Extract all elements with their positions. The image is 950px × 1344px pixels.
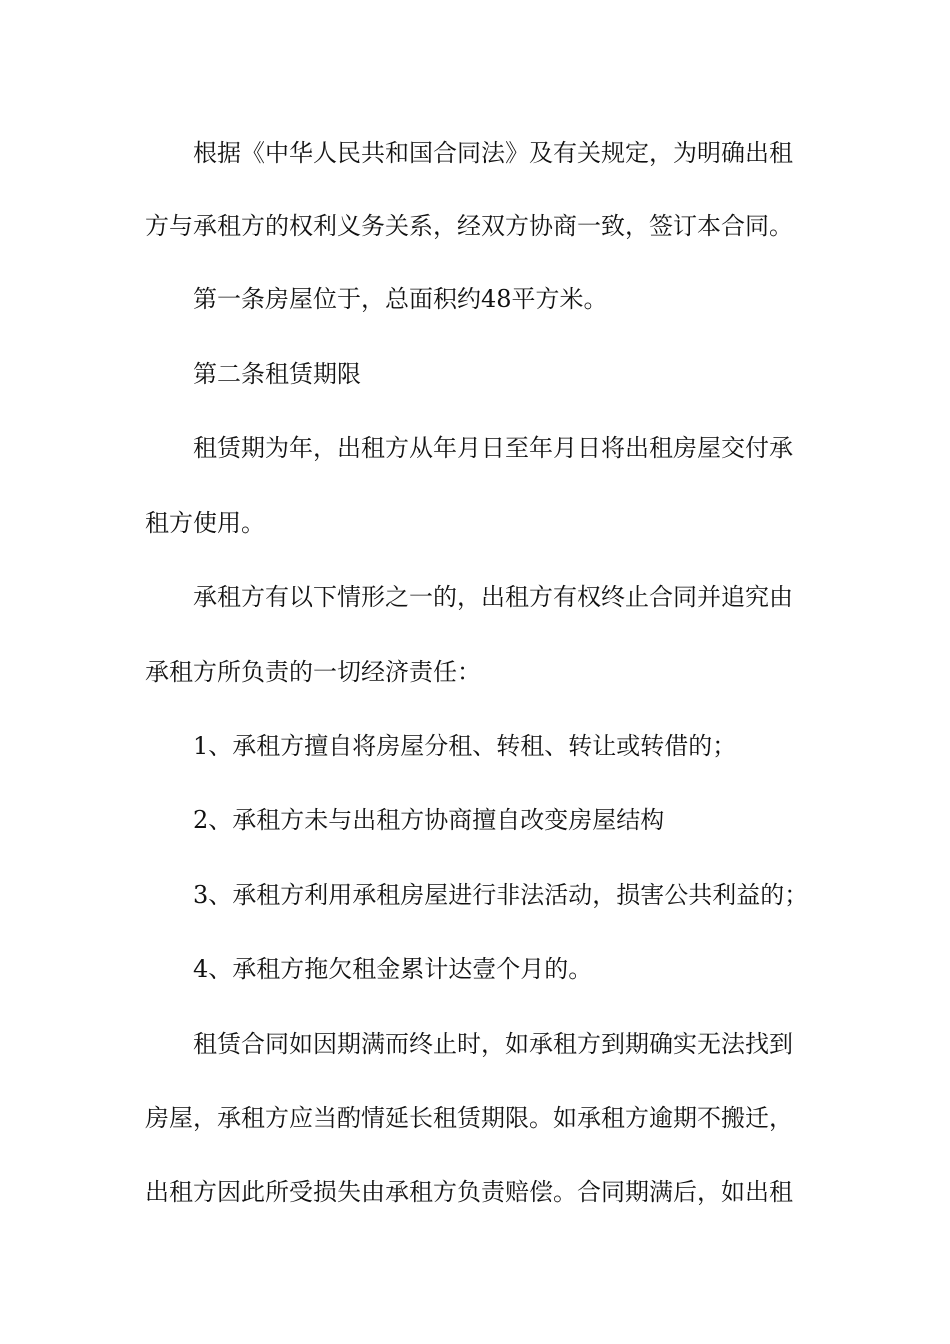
list-item: 2、承租方未与出租方协商擅自改变房屋结构 [193, 806, 665, 834]
paragraph-line: 方与承租方的权利义务关系，经双方协商一致，签订本合同。 [145, 212, 793, 240]
paragraph-line: 租方使用。 [145, 509, 265, 537]
list-item: 1、承租方擅自将房屋分租、转租、转让或转借的； [193, 732, 737, 760]
paragraph-line: 房屋，承租方应当酌情延长租赁期限。如承租方逾期不搬迁， [145, 1104, 793, 1132]
paragraph-line: 租赁合同如因期满而终止时，如承租方到期确实无法找到 [193, 1030, 793, 1058]
paragraph-line: 出租方因此所受损失由承租方负责赔偿。合同期满后，如出租 [145, 1178, 793, 1206]
paragraph-line: 根据《中华人民共和国合同法》及有关规定，为明确出租 [193, 139, 793, 167]
paragraph-line: 租赁期为年，出租方从年月日至年月日将出租房屋交付承 [193, 434, 793, 462]
paragraph-line: 承租方所负责的一切经济责任： [145, 658, 481, 686]
clause-heading: 第二条租赁期限 [193, 360, 361, 388]
list-item: 4、承租方拖欠租金累计达壹个月的。 [193, 955, 593, 983]
list-item: 3、承租方利用承租房屋进行非法活动，损害公共利益的； [193, 881, 809, 909]
clause-line: 第一条房屋位于，总面积约48平方米。 [193, 285, 608, 313]
paragraph-line: 承租方有以下情形之一的，出租方有权终止合同并追究由 [193, 583, 793, 611]
